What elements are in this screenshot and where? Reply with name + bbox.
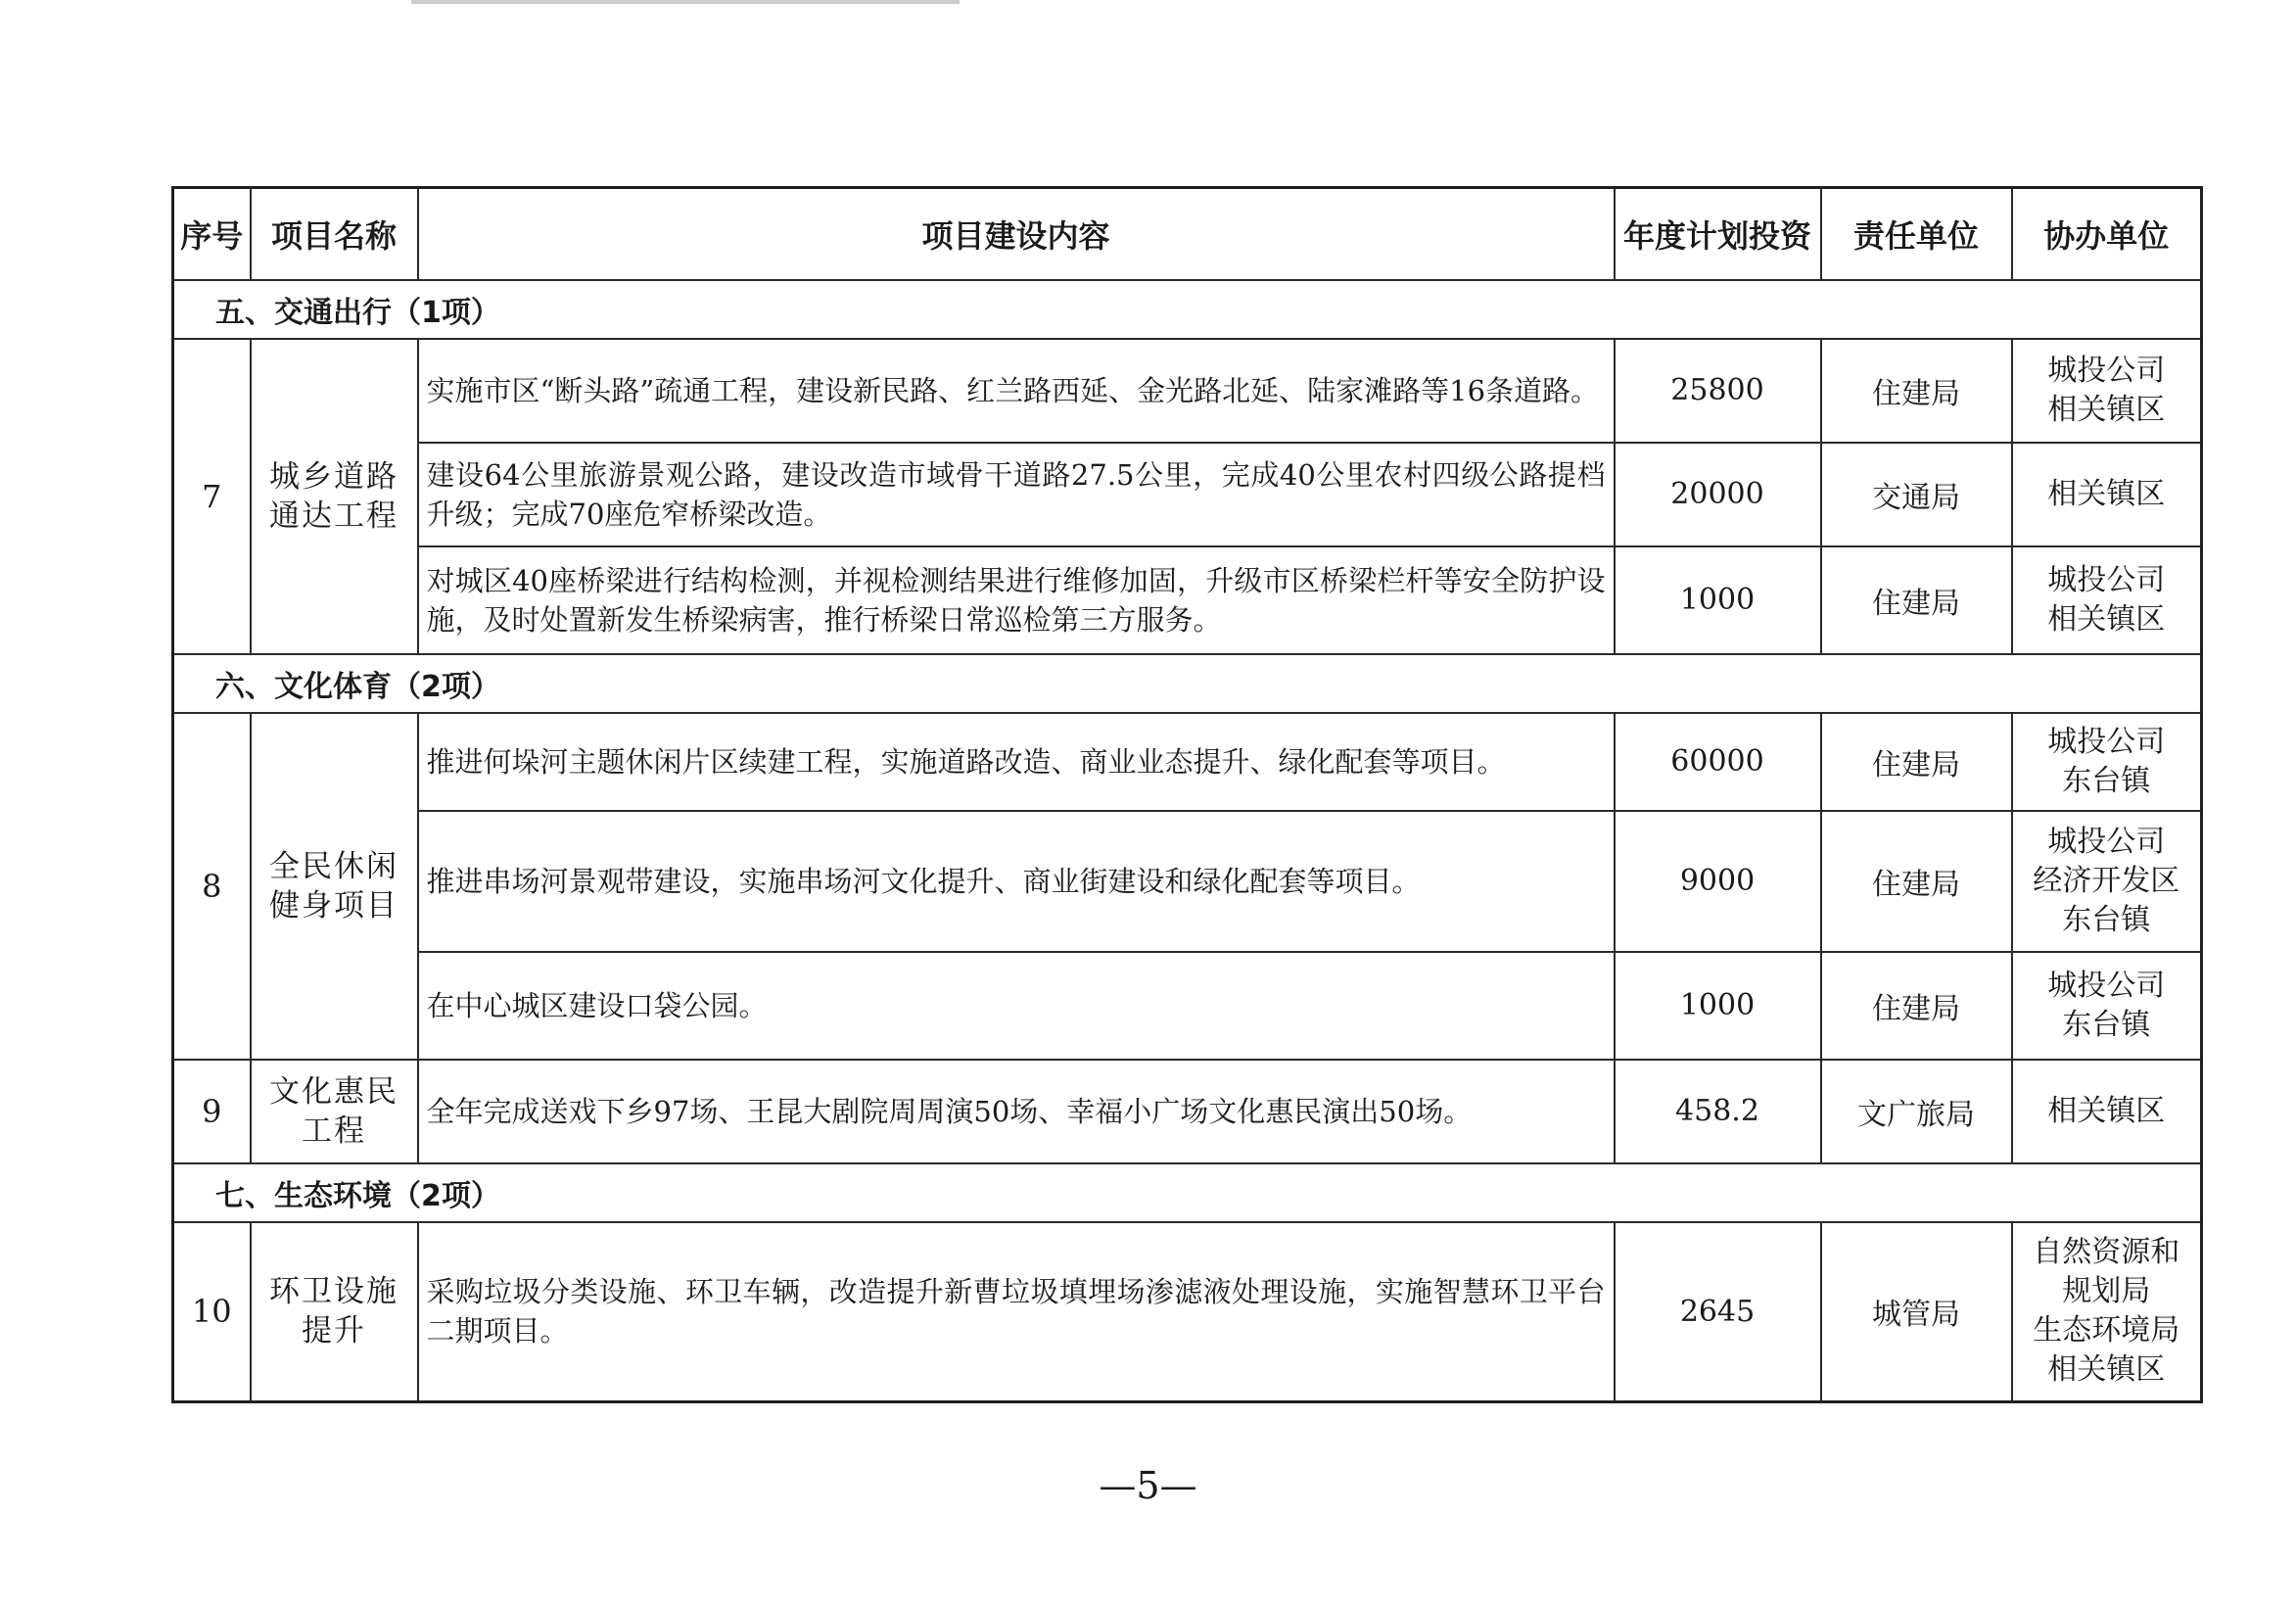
project-no: 9 bbox=[173, 1060, 251, 1163]
assisting-unit: 城投公司 bbox=[2047, 968, 2166, 1003]
project-content: 在中心城区建设口袋公园。 bbox=[418, 952, 1615, 1060]
project-content: 推进何垛河主题休闲片区续建工程，实施道路改造、商业业态提升、绿化配套等项目。 bbox=[418, 713, 1615, 811]
project-investment: 20000 bbox=[1615, 443, 1821, 546]
assisting-unit: 东台镇 bbox=[2062, 763, 2151, 798]
project-investment: 2645 bbox=[1615, 1222, 1821, 1402]
project-content: 实施市区“断头路”疏通工程，建设新民路、红兰路西延、金光路北延、陆家滩路等16条道路。 bbox=[418, 339, 1615, 443]
assisting-unit: 相关镇区 bbox=[2047, 601, 2166, 637]
assisting-unit: 相关镇区 bbox=[2047, 392, 2166, 427]
project-no: 8 bbox=[173, 713, 251, 1060]
table-row bbox=[173, 443, 2202, 546]
assisting-unit: 生态环境局 bbox=[2033, 1313, 2180, 1349]
responsible-unit: 住建局 bbox=[1821, 339, 2012, 443]
responsible-unit: 文广旅局 bbox=[1821, 1060, 2012, 1163]
responsible-unit: 城管局 bbox=[1821, 1222, 2012, 1402]
assisting-units bbox=[2012, 1060, 2202, 1163]
assisting-unit: 经济开发区 bbox=[2033, 863, 2180, 898]
assisting-units bbox=[2012, 713, 2202, 811]
project-name: 全民休闲健身项目 bbox=[251, 713, 418, 1060]
table-row bbox=[173, 1060, 2202, 1163]
project-investment: 458.2 bbox=[1615, 1060, 1821, 1163]
header-responsible: 责任单位 bbox=[1821, 188, 2012, 280]
project-investment: 1000 bbox=[1615, 952, 1821, 1060]
section-row bbox=[173, 1163, 2202, 1222]
project-no: 10 bbox=[173, 1222, 251, 1402]
section-title: 七、生态环境（2项） bbox=[173, 1163, 2202, 1222]
header-investment: 年度计划投资 bbox=[1615, 188, 1821, 280]
page-number: —5— bbox=[1099, 1464, 1197, 1507]
table-row bbox=[173, 339, 2202, 443]
header-assisting: 协办单位 bbox=[2012, 188, 2202, 280]
assisting-units bbox=[2012, 952, 2202, 1060]
table-row bbox=[173, 1222, 2202, 1402]
project-content: 推进串场河景观带建设，实施串场河文化提升、商业街建设和绿化配套等项目。 bbox=[418, 811, 1615, 952]
assisting-unit: 东台镇 bbox=[2062, 902, 2151, 937]
assisting-unit: 相关镇区 bbox=[2047, 1352, 2166, 1388]
assisting-units bbox=[2012, 546, 2202, 654]
project-content: 全年完成送戏下乡97场、王昆大剧院周周演50场、幸福小广场文化惠民演出50场。 bbox=[418, 1060, 1615, 1163]
project-no: 7 bbox=[173, 339, 251, 654]
assisting-unit: 相关镇区 bbox=[2047, 476, 2166, 511]
table-row bbox=[173, 952, 2202, 1060]
assisting-units bbox=[2012, 339, 2202, 443]
project-investment: 60000 bbox=[1615, 713, 1821, 811]
section-row bbox=[173, 654, 2202, 713]
table-row bbox=[173, 546, 2202, 654]
assisting-unit: 东台镇 bbox=[2062, 1007, 2151, 1042]
responsible-unit: 住建局 bbox=[1821, 713, 2012, 811]
assisting-unit: 相关镇区 bbox=[2047, 1093, 2166, 1128]
section-row bbox=[173, 280, 2202, 339]
responsible-unit: 住建局 bbox=[1821, 546, 2012, 654]
header-content: 项目建设内容 bbox=[418, 188, 1615, 280]
project-table bbox=[171, 186, 2203, 1403]
table-row bbox=[173, 713, 2202, 811]
assisting-unit: 城投公司 bbox=[2047, 824, 2166, 859]
project-content: 对城区40座桥梁进行结构检测，并视检测结果进行维修加固，升级市区桥梁栏杆等安全防护设施，及时处置新发生桥梁病害，推行桥梁日常巡检第三方服务。 bbox=[418, 546, 1615, 654]
assisting-unit: 城投公司 bbox=[2047, 353, 2166, 388]
assisting-units bbox=[2012, 1222, 2202, 1402]
project-content: 建设64公里旅游景观公路，建设改造市域骨干道路27.5公里，完成40公里农村四级公路提档升级；完成70座危窄桥梁改造。 bbox=[418, 443, 1615, 546]
assisting-unit: 城投公司 bbox=[2047, 562, 2166, 597]
responsible-unit: 交通局 bbox=[1821, 443, 2012, 546]
table-row bbox=[173, 811, 2202, 952]
section-title: 五、交通出行（1项） bbox=[173, 280, 2202, 339]
project-investment: 1000 bbox=[1615, 546, 1821, 654]
responsible-unit: 住建局 bbox=[1821, 811, 2012, 952]
responsible-unit: 住建局 bbox=[1821, 952, 2012, 1060]
top-edge-mark bbox=[411, 0, 960, 4]
header-name: 项目名称 bbox=[251, 188, 418, 280]
project-name: 文化惠民工程 bbox=[251, 1060, 418, 1163]
section-title: 六、文化体育（2项） bbox=[173, 654, 2202, 713]
header-no: 序号 bbox=[173, 188, 251, 280]
project-content: 采购垃圾分类设施、环卫车辆，改造提升新曹垃圾填埋场渗滤液处理设施，实施智慧环卫平台二期项目。 bbox=[418, 1222, 1615, 1402]
project-investment: 9000 bbox=[1615, 811, 1821, 952]
assisting-unit: 城投公司 bbox=[2047, 724, 2166, 759]
project-investment: 25800 bbox=[1615, 339, 1821, 443]
project-name: 城乡道路通达工程 bbox=[251, 339, 418, 654]
project-name: 环卫设施提升 bbox=[251, 1222, 418, 1402]
assisting-unit: 自然资源和规划局 bbox=[2033, 1235, 2180, 1309]
assisting-units bbox=[2012, 443, 2202, 546]
table-header-row bbox=[173, 188, 2202, 280]
assisting-units bbox=[2012, 811, 2202, 952]
